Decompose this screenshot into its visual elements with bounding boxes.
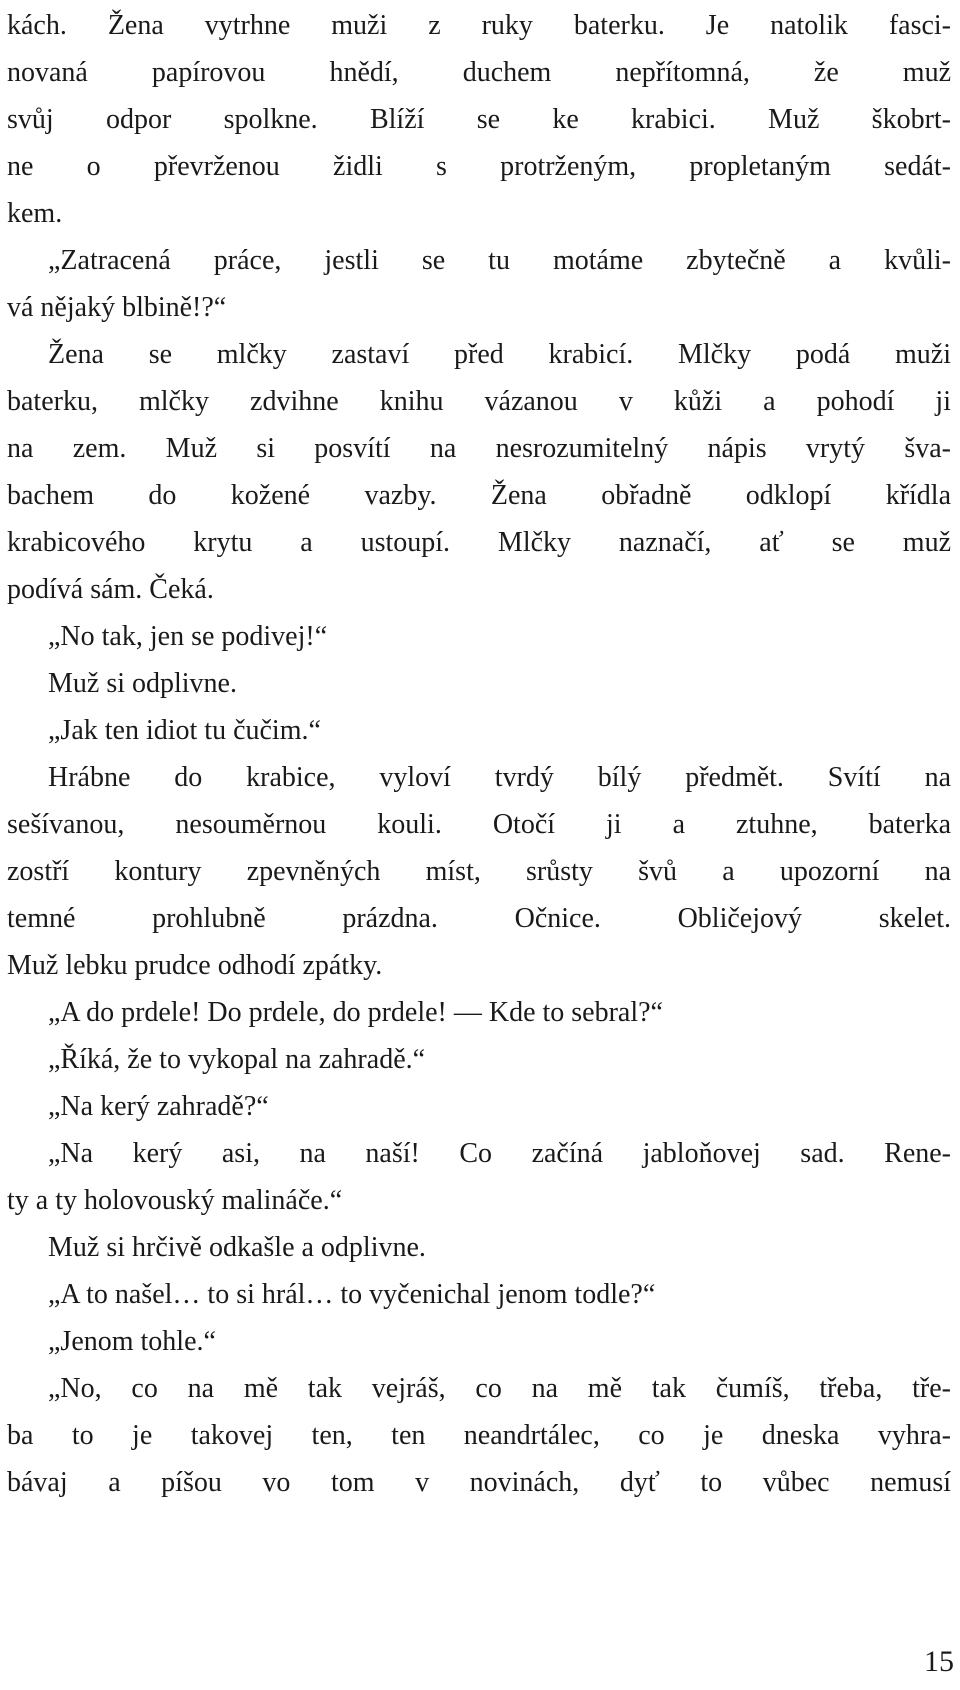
text-line: na zem. Muž si posvítí na nesrozumitelný nápis vrytý šva- xyxy=(7,433,951,464)
text-line: Muž si hrčivě odkašle a odplivne. xyxy=(48,1232,426,1263)
text-line: Muž si odplivne. xyxy=(48,668,237,699)
text-line: „Na kerý asi, na naší! Co začíná jabloňovej sad. Rene- xyxy=(48,1138,951,1169)
text-line: bávaj a píšou vo tom v novinách, dyť to vůbec nemusí xyxy=(7,1467,951,1498)
text-line: baterku, mlčky zdvihne knihu vázanou v kůži a pohodí ji xyxy=(7,386,951,417)
text-line: krabicového krytu a ustoupí. Mlčky naznačí, ať se muž xyxy=(7,527,951,558)
page-number: 15 xyxy=(924,1645,954,1678)
text-line: Žena se mlčky zastaví před krabicí. Mlčky podá muži xyxy=(48,339,951,370)
text-line: zostří kontury zpevněných míst, srůsty švů a upozorní na xyxy=(7,856,951,887)
text-line: „A to našel… to si hrál… to vyčenichal jenom todle?“ xyxy=(48,1279,656,1310)
text-line: svůj odpor spolkne. Blíží se ke krabici. Muž škobrt- xyxy=(7,104,951,135)
text-line: Hrábne do krabice, vyloví tvrdý bílý předmět. Svítí na xyxy=(48,762,951,793)
text-line: podívá sám. Čeká. xyxy=(7,574,214,605)
text-line: bachem do kožené vazby. Žena obřadně odklopí křídla xyxy=(7,480,951,511)
text-line: sešívanou, nesouměrnou kouli. Otočí ji a ztuhne, baterka xyxy=(7,809,951,840)
text-line: „Jak ten idiot tu čučim.“ xyxy=(48,715,321,746)
text-line: ba to je takovej ten, ten neandrtálec, co je dneska vyhra- xyxy=(7,1420,951,1451)
text-line: kách. Žena vytrhne muži z ruky baterku. Je natolik fasci- xyxy=(7,10,951,41)
text-line: „No tak, jen se podivej!“ xyxy=(48,621,328,652)
text-line: Muž lebku prudce odhodí zpátky. xyxy=(7,950,383,981)
text-line: ty a ty holovouský malináče.“ xyxy=(7,1185,343,1216)
text-line: „Na kerý zahradě?“ xyxy=(48,1091,269,1122)
text-line: „Říká, že to vykopal na zahradě.“ xyxy=(48,1044,426,1075)
text-line: „Jenom tohle.“ xyxy=(48,1326,216,1357)
text-line: novaná papírovou hnědí, duchem nepřítomná, že muž xyxy=(7,57,951,88)
text-line: „A do prdele! Do prdele, do prdele! — Kde to sebral?“ xyxy=(48,997,663,1028)
text-line: „No, co na mě tak vejráš, co na mě tak čumíš, třeba, tře- xyxy=(48,1373,951,1404)
text-line: „Zatracená práce, jestli se tu motáme zbytečně a kvůli- xyxy=(48,245,951,276)
text-line: vá nějaký blbině!?“ xyxy=(7,292,227,323)
text-line: kem. xyxy=(7,198,63,229)
text-line: ne o převrženou židli s protrženým, propletaným sedát- xyxy=(7,151,951,182)
text-line: temné prohlubně prázdna. Očnice. Obličejový skelet. xyxy=(7,903,951,934)
